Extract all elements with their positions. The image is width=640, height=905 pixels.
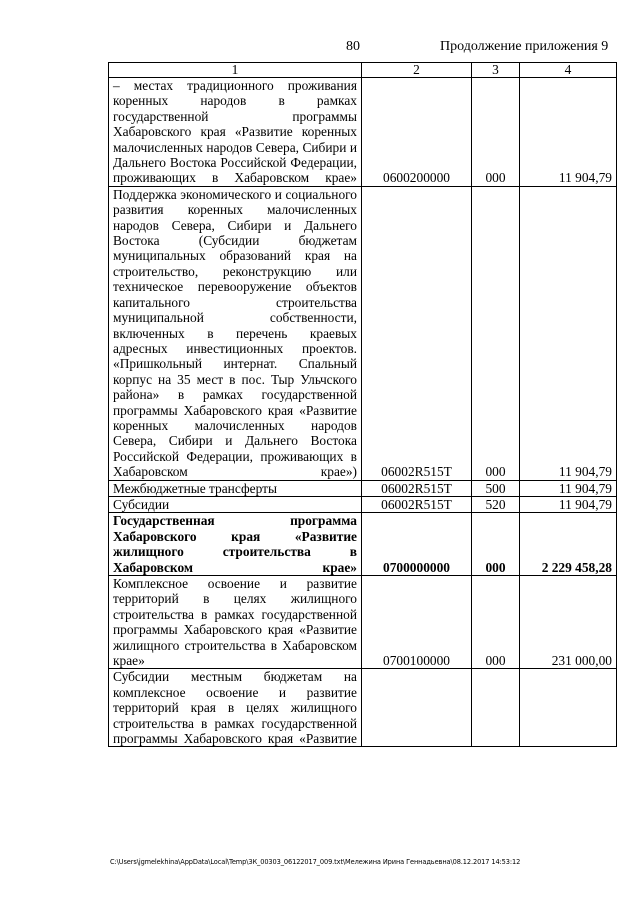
table-row	[109, 669, 617, 747]
row-name: Государственная программа Хабаровского края «Развитие жилищного строительства в Хабаровском крае»	[109, 513, 362, 576]
column-header-vr: 3	[472, 63, 520, 78]
table-header-row	[109, 63, 617, 78]
row-sum	[520, 669, 617, 747]
row-vr	[472, 669, 520, 747]
table-row	[109, 496, 617, 512]
row-vr: 500	[472, 480, 520, 496]
row-name: Комплексное освоение и развитие территорий в целях жилищного строительства в рамках государственной программы Хабаровского края «Развитие жилищного строительства в Хабаровском крае»	[109, 576, 362, 669]
row-code: 0700000000	[362, 513, 472, 576]
row-name: Субсидии	[109, 496, 362, 512]
row-name: Межбюджетные трансферты	[109, 480, 362, 496]
table-row	[109, 576, 617, 669]
row-sum: 11 904,79	[520, 186, 617, 480]
row-sum: 2 229 458,28	[520, 513, 617, 576]
row-code: 06002R515T	[362, 480, 472, 496]
row-name: – местах традиционного проживания коренных народов в рамках государственной программы Хабаровского края «Развитие коренных малочисленных народов Севера, Сибири и Дальнего Востока Российской Федерации, проживающих в Хабаровском крае»	[109, 78, 362, 187]
appendix-continuation-title: Продолжение приложения 9	[440, 39, 609, 54]
row-code: 06002R515T	[362, 496, 472, 512]
row-name: Поддержка экономического и социального развития коренных малочисленных народов Севера, Сибири и Дальнего Востока (Субсидии бюджетам муниципальных образований края на строительство, реконструкцию или техническое перевооружение объектов капитального строительства муниципальной собственности, включенных в перечень краевых адресных инвестиционных проектов. «Пришкольный интернат. Спальный корпус на 35 мест в пос. Тыр Ульчского района» в рамках государственной программы Хабаровского края «Развитие коренных малочисленных народов Севера, Сибири и Дальнего Востока Российской Федерации, проживающих в Хабаровском крае»)	[109, 186, 362, 480]
row-vr: 000	[472, 186, 520, 480]
row-vr: 520	[472, 496, 520, 512]
row-vr: 000	[472, 78, 520, 187]
table-row	[109, 186, 617, 480]
row-sum: 231 000,00	[520, 576, 617, 669]
row-code: 06002R515T	[362, 186, 472, 480]
table-row-program-total	[109, 513, 617, 576]
page-number: 80	[346, 39, 360, 54]
row-sum: 11 904,79	[520, 496, 617, 512]
budget-table	[108, 62, 617, 747]
footer-file-path: C:\Users\jgmelekhina\AppData\Local\Temp\ЗК_00303_06122017_009.txt\Мележина Ирина Геннадьевна\08.12.2017 14:53:12	[110, 858, 521, 866]
row-code: 0700100000	[362, 576, 472, 669]
row-code	[362, 669, 472, 747]
row-code: 0600200000	[362, 78, 472, 187]
row-sum: 11 904,79	[520, 78, 617, 187]
table-row	[109, 78, 617, 187]
row-name: Субсидии местным бюджетам на комплексное освоение и развитие территорий края в целях жилищного строительства в рамках государственной программы Хабаровского края «Развитие	[109, 669, 362, 747]
row-vr: 000	[472, 576, 520, 669]
column-header-name: 1	[109, 63, 362, 78]
table-row	[109, 480, 617, 496]
row-sum: 11 904,79	[520, 480, 617, 496]
column-header-sum: 4	[520, 63, 617, 78]
row-vr: 000	[472, 513, 520, 576]
column-header-code: 2	[362, 63, 472, 78]
